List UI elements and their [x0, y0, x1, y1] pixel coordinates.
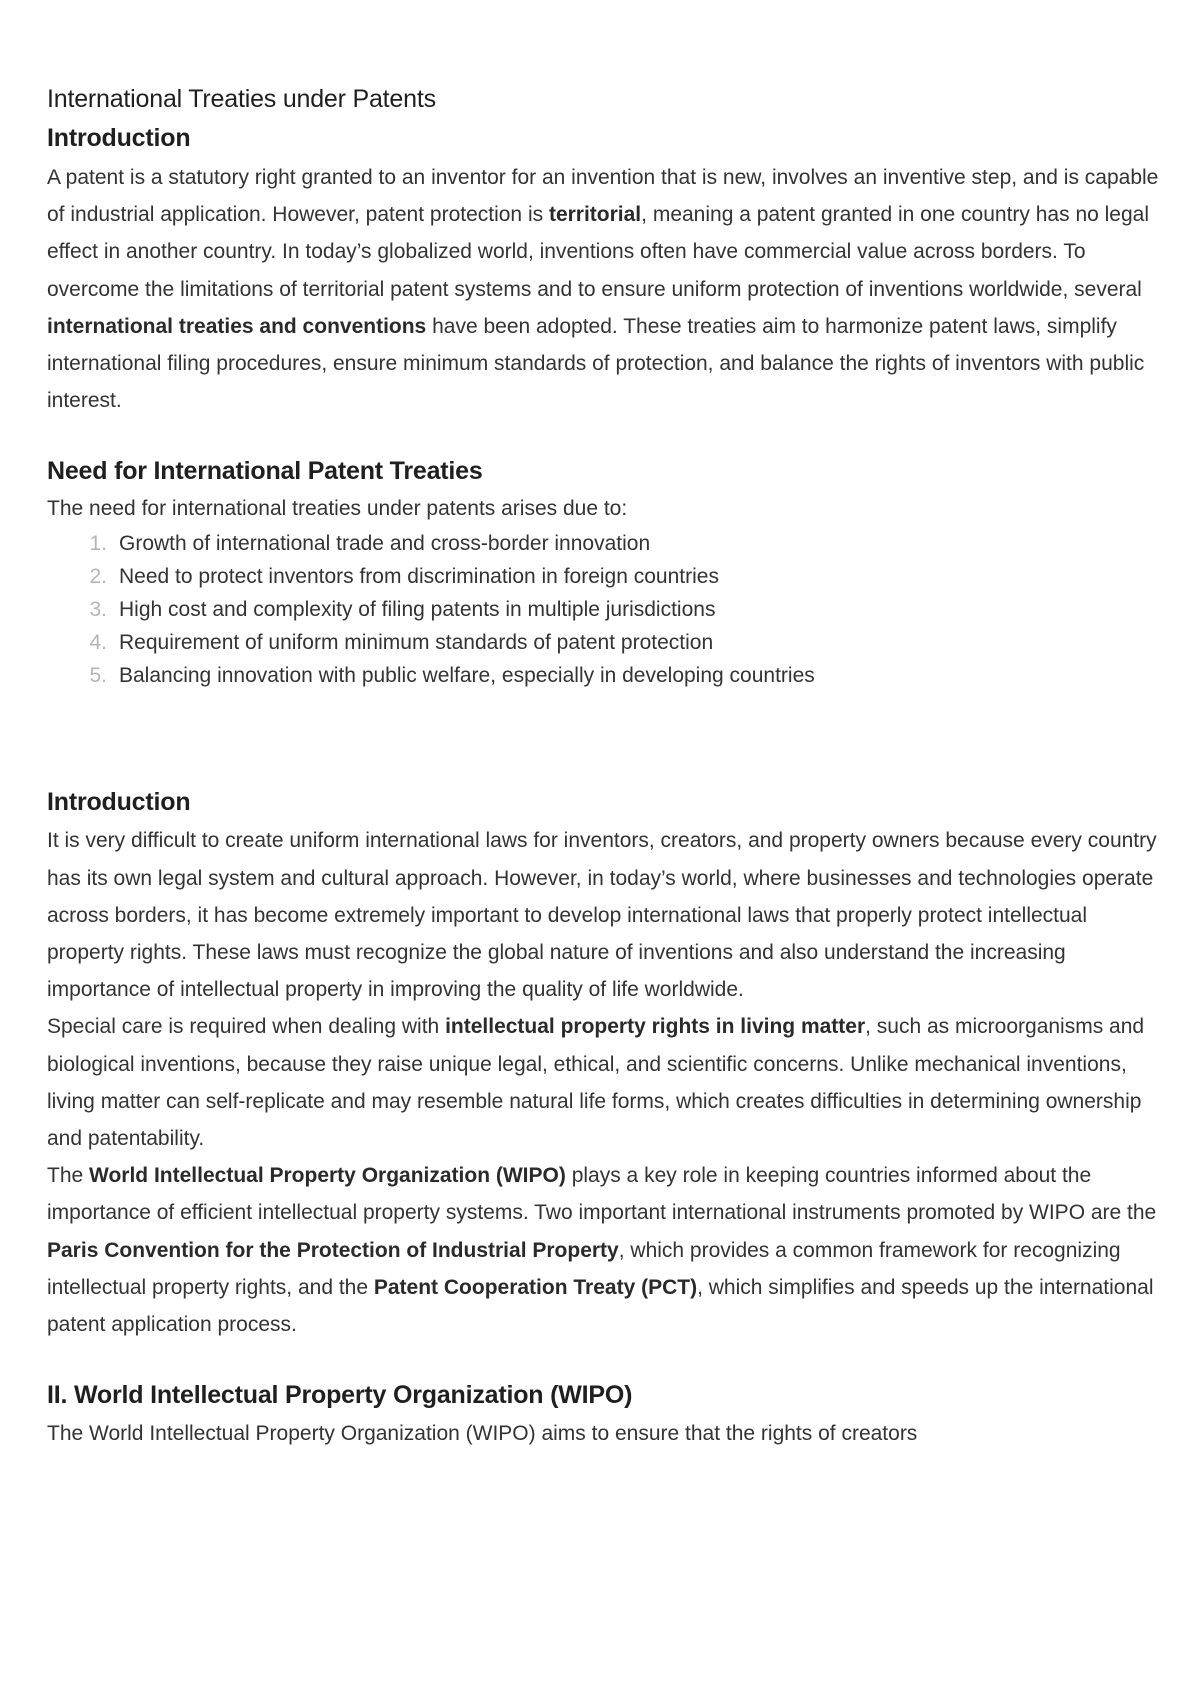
wipo-paragraph: The World Intellectual Property Organization (WIPO) aims to ensure that the rights of creators: [47, 1422, 918, 1446]
text-run: Special care is required when dealing with: [47, 1015, 446, 1039]
section-heading-introduction: Introduction: [47, 124, 191, 152]
document-page: [47, 80, 1167, 1452]
list-item-text: High cost and complexity of filing patents in multiple jurisdictions: [119, 598, 716, 622]
intro-paragraph: [47, 159, 1167, 419]
intro2-paragraph-1: It is very difficult to create uniform international laws for inventors, creators, and property owners because every country has its own legal system and cultural approach. However, in today’s world, where businesses and technologies operate across borders, it has become extremely important to develop international laws that properly protect intellectual property rights. These laws must recognize the global nature of inventions and also understand the increasing importance of intellectual property in improving the quality of life worldwide.: [47, 829, 1157, 1002]
bold-term-living-matter: intellectual property rights in living matter: [445, 1015, 866, 1039]
list-number: 5.: [89, 664, 107, 688]
text-run: A patent is a statutory right granted to an inventor for an invention that is new, involves an inventive step, and is capable of industrial application. However, patent protection is: [47, 166, 1159, 227]
section-heading-wipo: II. World Intellectual Property Organization (WIPO): [47, 1381, 633, 1410]
intro2-paragraph-2: [47, 1008, 1167, 1157]
text-run: The: [47, 1164, 90, 1188]
list-item-text: Requirement of uniform minimum standards of patent protection: [119, 631, 714, 655]
bold-term-treaties: international treaties and conventions: [47, 314, 427, 338]
text-run: plays a key role in keeping countries informed about the importance of efficient intellectual property systems. Two important international instruments promoted by WIPO are the: [47, 1164, 1157, 1225]
list-item: [47, 659, 1167, 692]
list-item: [47, 593, 1167, 626]
text-run: have been adopted. These treaties aim to harmonize patent laws, simplify international filing procedures, ensure minimum standards of protection, and balance the rights of inventors with public interest.: [47, 314, 1145, 413]
need-list: [47, 527, 1167, 692]
list-item-text: Need to protect inventors from discrimination in foreign countries: [119, 565, 719, 589]
list-item-text: Growth of international trade and cross-border innovation: [119, 532, 651, 556]
list-number: 4.: [89, 631, 107, 655]
text-run: , such as microorganisms and biological inventions, because they raise unique legal, ethical, and scientific concerns. Unlike mechanical inventions, living matter can self-replicate and may resemble natural life forms, which creates difficulties in determining ownership and patentability.: [47, 1015, 1145, 1151]
text-run: , meaning a patent granted in one country has no legal effect in another country. In today’s globalized world, inventions often have commercial value across borders. To overcome the limitations of territorial patent systems and to ensure uniform protection of inventions worldwide, several: [47, 203, 1150, 301]
bold-term-wipo: World Intellectual Property Organization (WIPO): [89, 1164, 566, 1188]
document-title: International Treaties under Patents: [47, 85, 436, 113]
list-item: [47, 626, 1167, 659]
section-heading-need: Need for International Patent Treaties: [47, 457, 483, 486]
section-heading-introduction-2: Introduction: [47, 788, 191, 817]
bold-term-paris-convention: Paris Convention for the Protection of Industrial Property: [47, 1238, 619, 1262]
bold-term-territorial: territorial: [548, 203, 642, 227]
need-intro-text: The need for international treaties under patents arises due to:: [47, 497, 628, 521]
text-run: , which simplifies and speeds up the international patent application process.: [47, 1275, 1154, 1337]
list-number: 2.: [89, 565, 107, 589]
intro2-paragraph-3: [47, 1157, 1167, 1343]
bold-term-pct: Patent Cooperation Treaty (PCT): [373, 1275, 698, 1299]
list-item-text: Balancing innovation with public welfare, especially in developing countries: [119, 664, 815, 688]
list-number: 1.: [89, 532, 107, 556]
list-item: [47, 527, 1167, 560]
text-run: , which provides a common framework for recognizing intellectual property rights, and the: [47, 1238, 1121, 1299]
list-number: 3.: [89, 598, 107, 622]
list-item: [47, 560, 1167, 593]
